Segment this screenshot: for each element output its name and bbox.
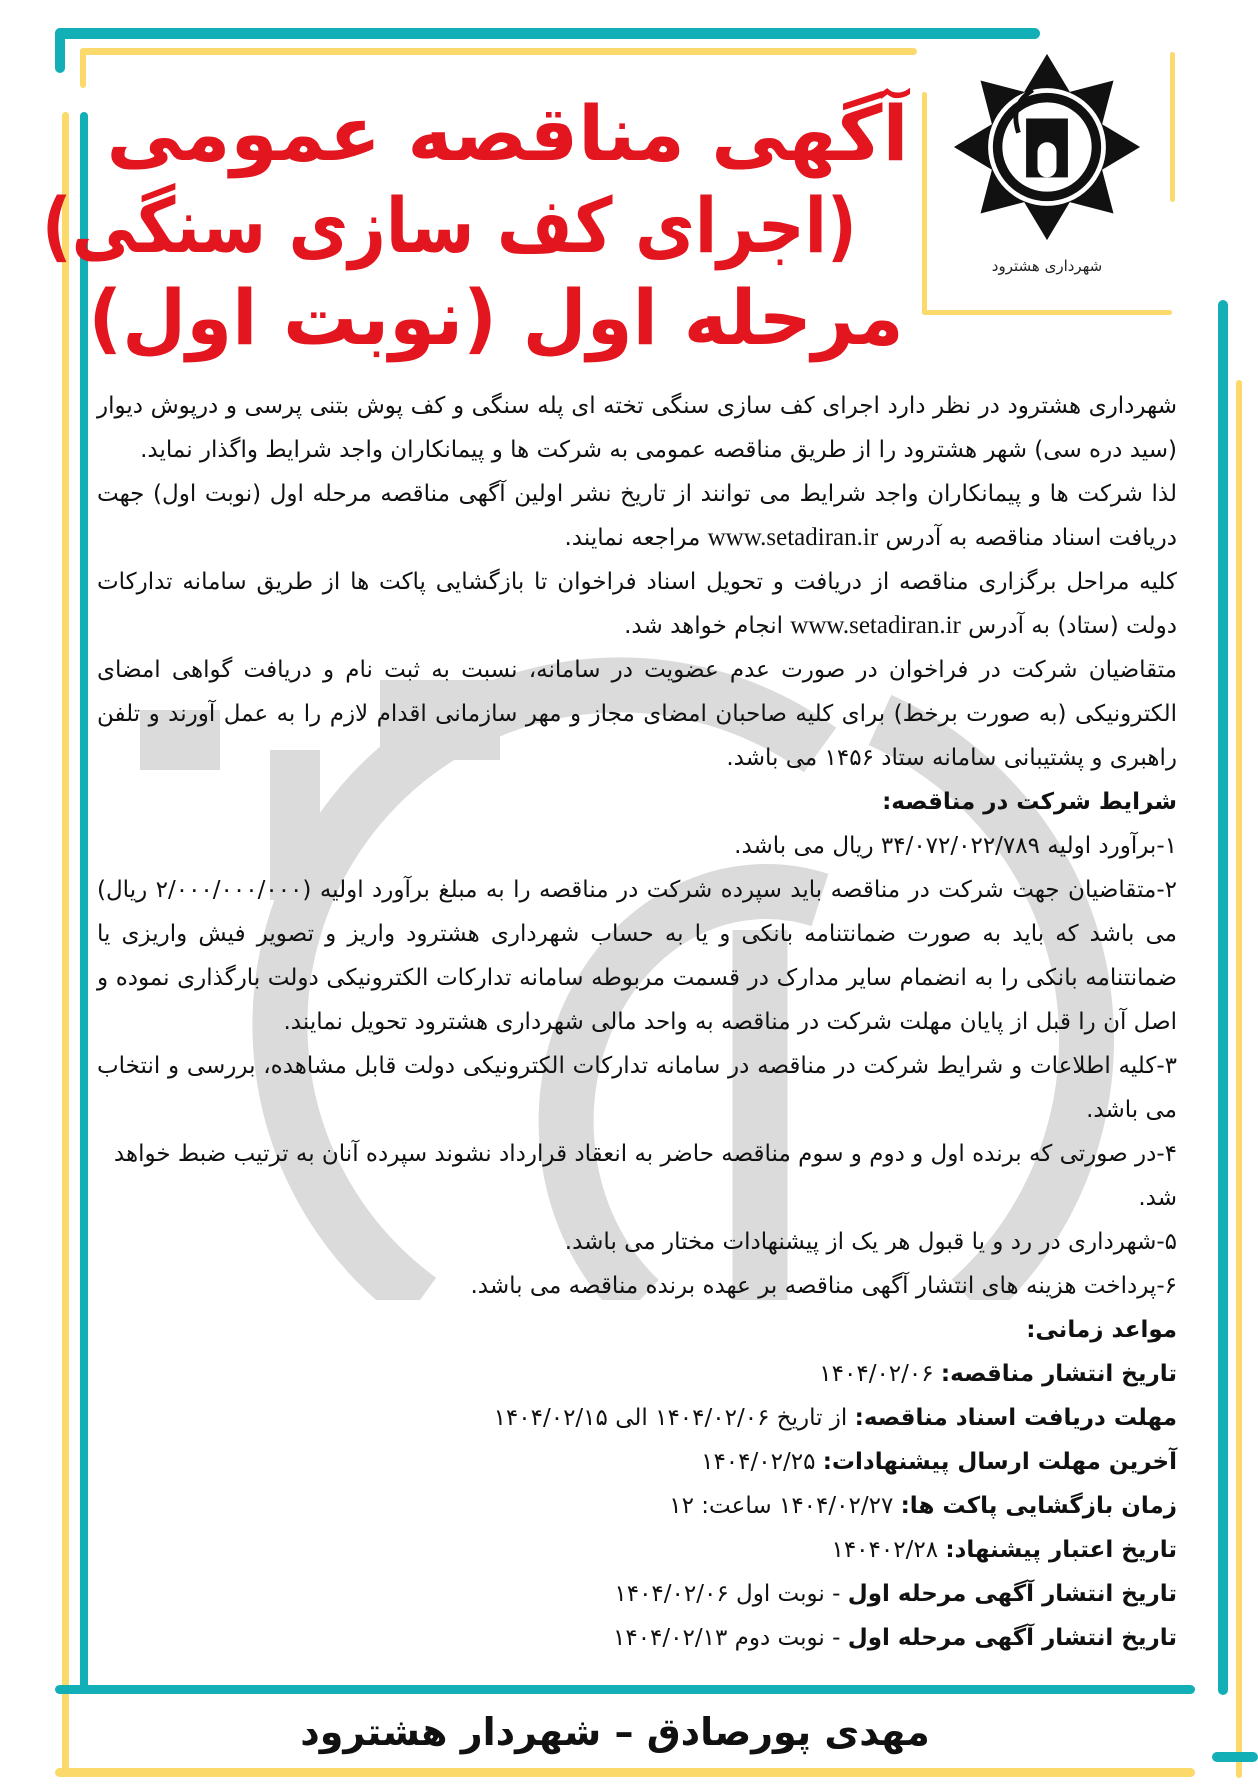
frame-bottom-right-teal — [1212, 1752, 1258, 1762]
condition-item: ۳-کلیه اطلاعات و شرایط شرکت در مناقصه در سامانه تدارکات الکترونیکی دولت قابل مشاهده، بررسی و انتخاب می باشد. — [97, 1053, 1177, 1123]
logo-frame-left — [922, 92, 927, 314]
frame-left-teal-stub — [55, 28, 65, 73]
logo-frame-right — [1170, 52, 1175, 202]
schedule-value: ۱۴۰۴/۰۲/۲۷ ساعت: ۱۲ — [669, 1493, 894, 1519]
frame-top-teal — [55, 28, 1040, 39]
schedule-row — [97, 1484, 1177, 1528]
schedule-label: تاریخ انتشار مناقصه: — [940, 1361, 1177, 1387]
logo-frame-bottom — [922, 310, 1172, 315]
title-line-2: (اجرای کف سازی سنگی) — [41, 181, 857, 270]
schedule-label: تاریخ انتشار آگهی مرحله اول — [847, 1581, 1177, 1607]
frame-right-teal — [1218, 300, 1228, 1695]
intro-paragraph-3-text: کلیه مراحل برگزاری مناقصه از دریافت و تحویل اسناد فراخوان تا بازگشایی پاکت ها از طریق سامانه تدارکات دولت (ستاد) به آدرس — [97, 569, 1177, 639]
schedule-row — [97, 1572, 1177, 1616]
schedule-row — [97, 1440, 1177, 1484]
intro-paragraph-2-end: مراجعه نمایند. — [564, 525, 701, 551]
frame-left-yellow-stub — [80, 48, 86, 88]
frame-top-yellow — [82, 48, 917, 55]
schedule-value: ۱۴۰۴/۰۲/۰۶ — [819, 1361, 934, 1387]
condition-item: ۵-شهرداری در رد و یا قبول هر یک از پیشنهادات مختار می باشد. — [564, 1229, 1177, 1255]
intro-paragraph-2-text: لذا شرکت ها و پیمانکاران واجد شرایط می توانند از تاریخ نشر اولین آگهی مناقصه مرحله اول (نوبت اول) جهت دریافت اسناد مناقصه به آدرس — [97, 481, 1177, 551]
frame-left-yellow — [62, 112, 69, 1772]
schedule-label: آخرین مهلت ارسال پیشنهادات: — [822, 1449, 1177, 1475]
schedule-value: ۱۴۰۴۰۲/۲۸ — [831, 1537, 939, 1563]
mayor-signature: مهدی پورصادق – شهردار هشترود — [300, 1710, 930, 1754]
schedule-label: تاریخ انتشار آگهی مرحله اول — [847, 1625, 1177, 1651]
condition-item: ۶-پرداخت هزینه های انتشار آگهی مناقصه بر عهده برنده مناقصه می باشد. — [470, 1273, 1177, 1299]
intro-paragraph-3 — [97, 560, 1177, 648]
logo-emblem-icon — [952, 52, 1142, 242]
condition-item: ۴-در صورتی که برنده اول و دوم و سوم مناقصه حاضر به انعقاد قرارداد نشوند سپرده آنان به ترتیب ضبط خواهد شد. — [113, 1141, 1177, 1211]
logo-caption: شهرداری هشترود — [991, 257, 1103, 275]
intro-paragraph-2 — [97, 472, 1177, 560]
schedule-row — [97, 1528, 1177, 1572]
condition-item: ۲-متقاضیان جهت شرکت در مناقصه باید سپرده شرکت در مناقصه را به مبلغ برآورد اولیه (۲/۰۰۰/۰۰۰/۰۰۰ ریال) می باشد که باید به صورت ضمانتنامه بانکی و یا به حساب شهرداری هشترود واریز و تصویر فیش واریزی یا ضمانتنامه بانکی را به انضمام سایر مدارک در قسمت مربوطه سامانه تدارکات الکترونیکی دولت بارگذاری نموده و اصل آن را قبل از پایان مهلت شرکت در مناقصه به واحد مالی شهرداری هشترود تحویل نمایند. — [97, 877, 1177, 1035]
title-line-1: آگهی مناقصه عمومی — [106, 89, 909, 178]
frame-right-yellow — [1236, 380, 1242, 1778]
setad-link[interactable]: www.setadiran.ir — [707, 524, 879, 551]
condition-item: ۱-برآورد اولیه ۳۴/۰۷۲/۰۲۲/۷۸۹ ریال می باشد. — [734, 833, 1177, 859]
schedule-row — [97, 1616, 1177, 1660]
intro-paragraph-1: شهرداری هشترود در نظر دارد اجرای کف سازی سنگی تخته ای پله سنگی و کف پوش بتنی پرسی و درپوش دیوار (سید دره سی) شهر هشترود را از طریق مناقصه عمومی به شرکت ها و پیمانکاران واجد شرایط واگذار نماید. — [97, 393, 1177, 463]
title-line-3: مرحله اول (نوبت اول) — [88, 273, 904, 362]
frame-left-teal — [80, 112, 88, 1693]
schedule-row — [97, 1352, 1177, 1396]
schedule-label: تاریخ اعتبار پیشنهاد: — [945, 1537, 1177, 1563]
frame-bottom-yellow — [55, 1768, 1195, 1777]
schedule-value: - نوبت دوم ۱۴۰۴/۰۲/۱۳ — [613, 1625, 841, 1651]
municipality-logo — [922, 52, 1172, 314]
page-title — [41, 88, 915, 364]
intro-paragraph-4: متقاضیان شرکت در فراخوان در صورت عدم عضویت در سامانه، نسبت به ثبت نام و دریافت گواهی امضای الکترونیکی (به صورت برخط) برای کلیه صاحبان امضای مجاز و مهر سازمانی اقدام لازم را به عمل آورند و تلفن راهبری و پشتیبانی سامانه ستاد ۱۴۵۶ می باشد. — [97, 657, 1177, 771]
setad-link[interactable]: www.setadiran.ir — [790, 612, 961, 639]
schedule-label: زمان بازگشایی پاکت ها: — [900, 1493, 1177, 1519]
schedule-heading: مواعد زمانی: — [1026, 1317, 1177, 1343]
frame-bottom-teal — [55, 1685, 1195, 1694]
schedule-row — [97, 1396, 1177, 1440]
schedule-label: مهلت دریافت اسناد مناقصه: — [854, 1405, 1177, 1431]
conditions-heading: شرایط شرکت در مناقصه: — [882, 789, 1177, 815]
schedule-value: ۱۴۰۴/۰۲/۲۵ — [701, 1449, 816, 1475]
schedule-value: از تاریخ ۱۴۰۴/۰۲/۰۶ الی ۱۴۰۴/۰۲/۱۵ — [493, 1405, 848, 1431]
schedule-value: - نوبت اول ۱۴۰۴/۰۲/۰۶ — [614, 1581, 841, 1607]
tender-body — [97, 384, 1177, 1660]
intro-paragraph-3-end: انجام خواهد شد. — [624, 613, 783, 639]
